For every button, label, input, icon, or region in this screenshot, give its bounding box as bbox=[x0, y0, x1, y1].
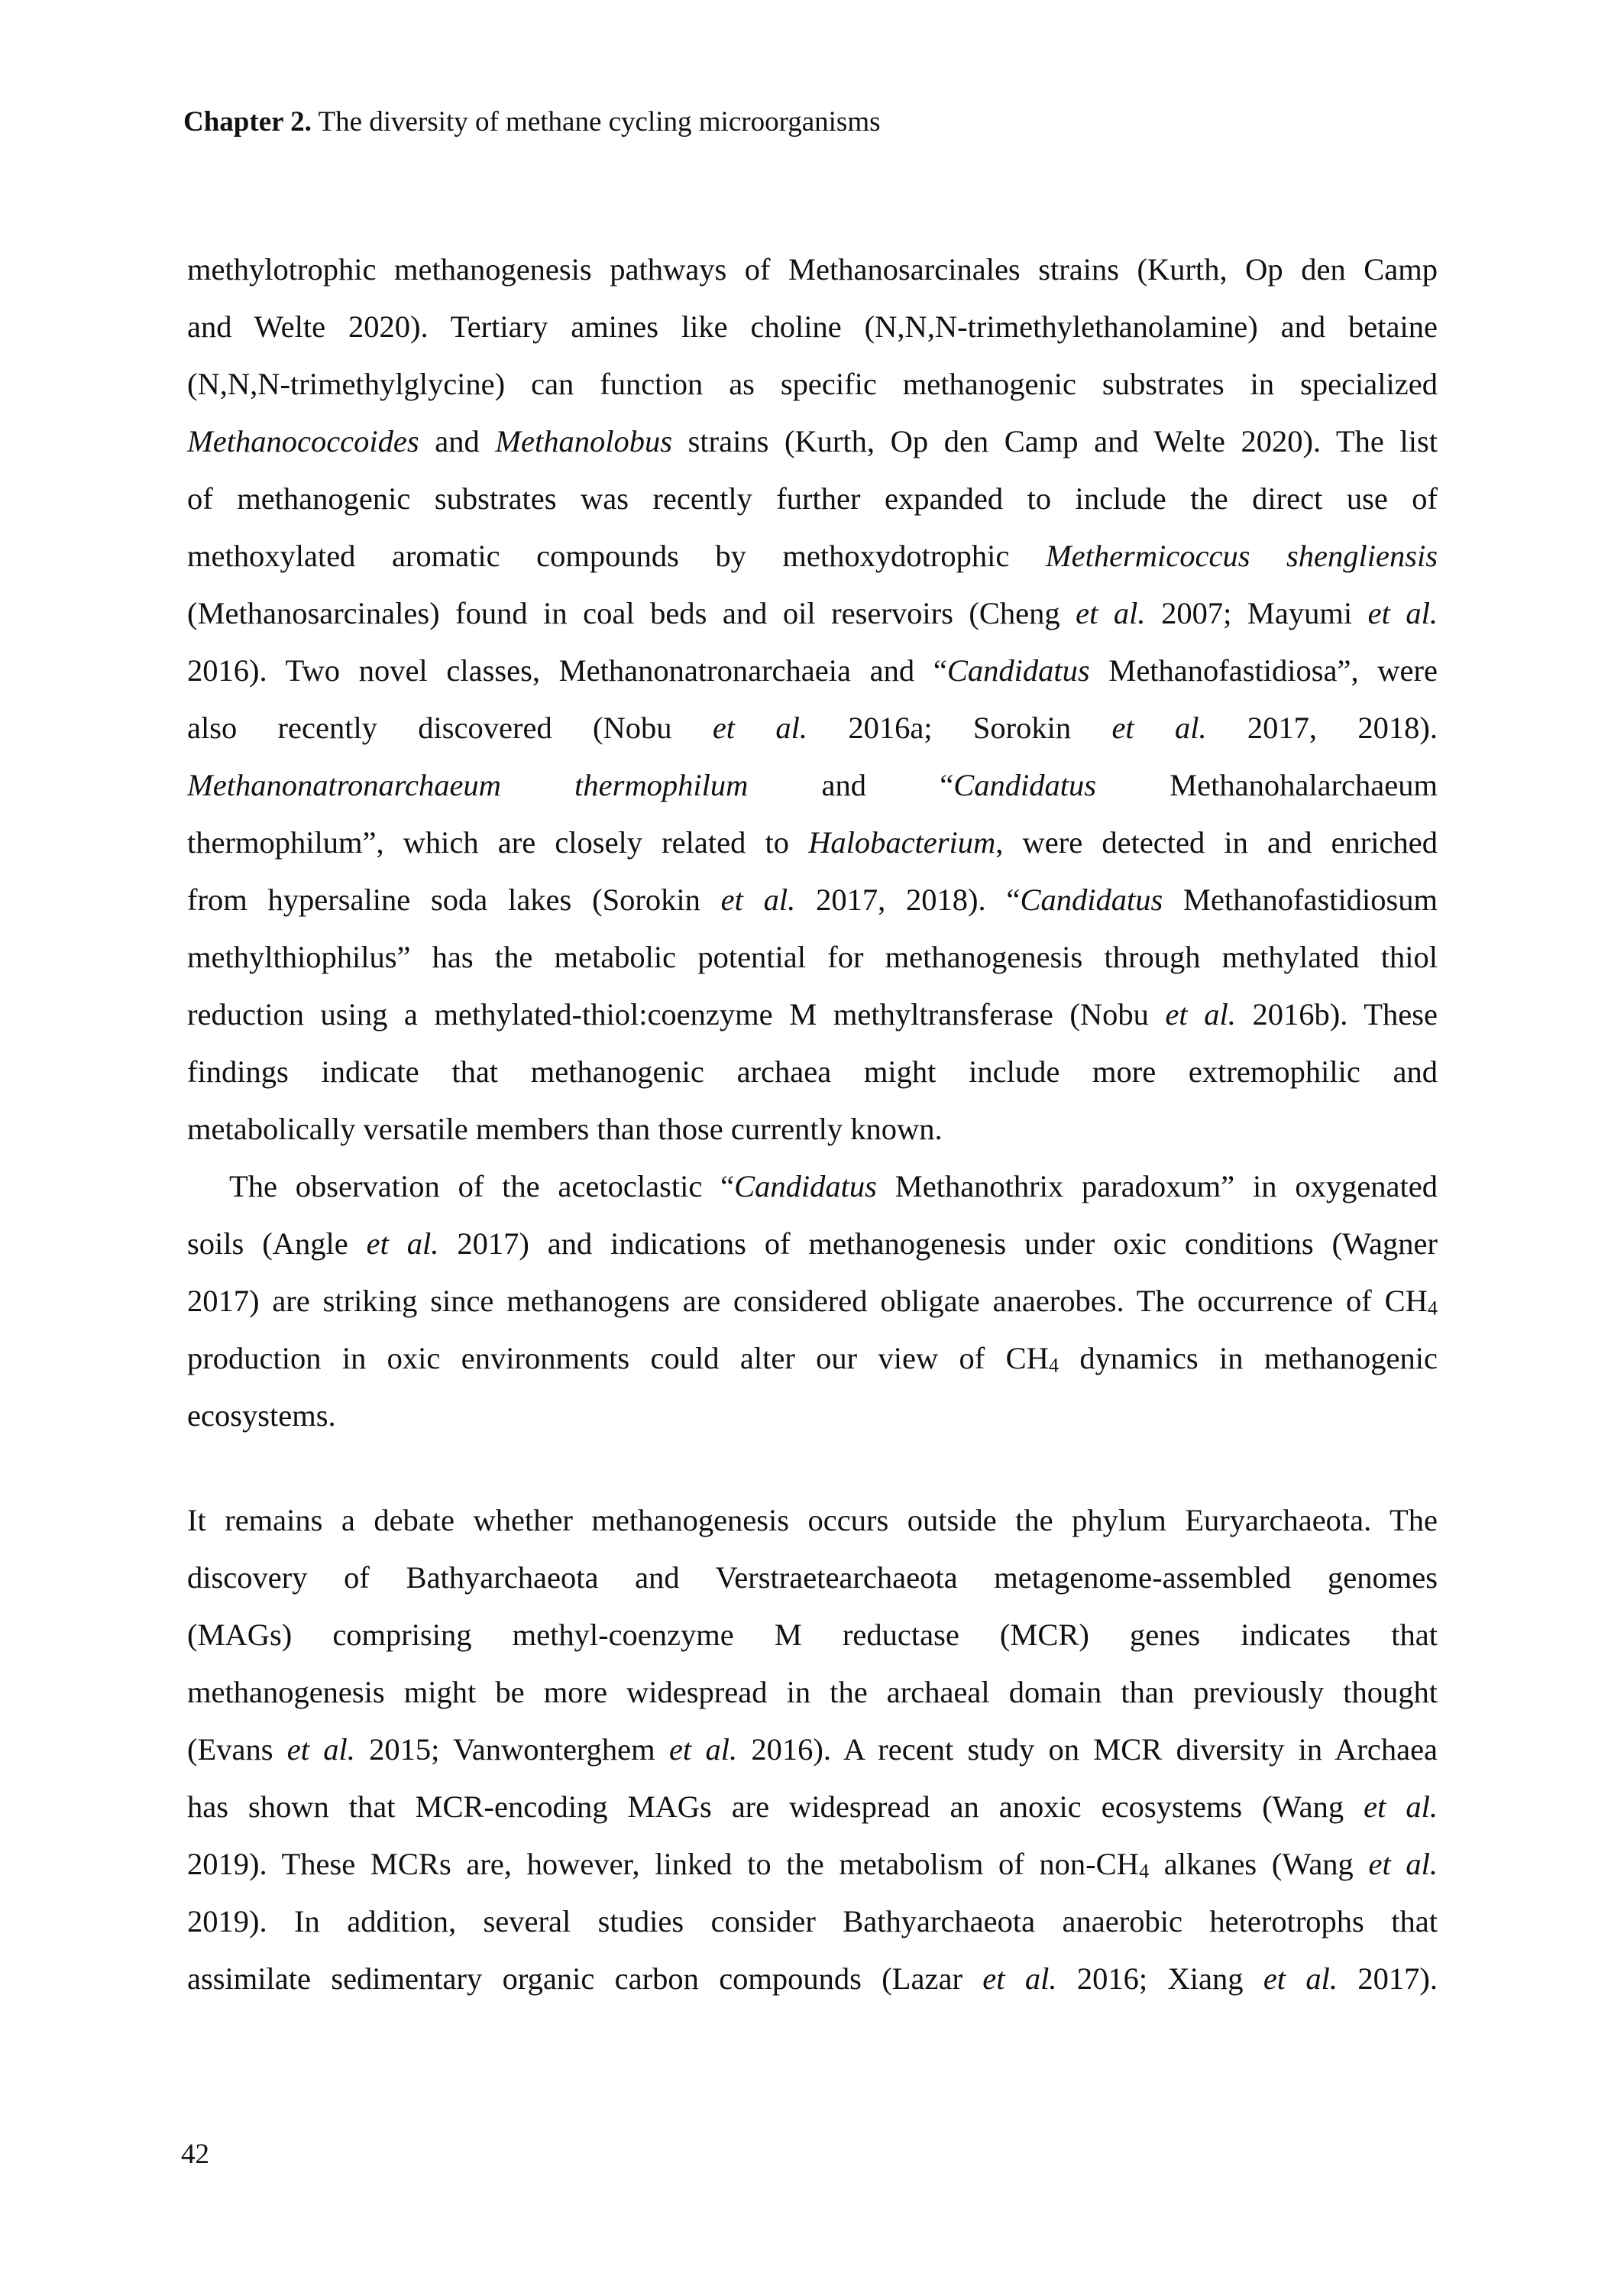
italic-text: et al. bbox=[720, 883, 796, 917]
text-line bbox=[187, 1620, 1438, 1677]
italic-text: et al. bbox=[712, 711, 807, 745]
subscript: 4 bbox=[1427, 1297, 1438, 1320]
text-run: , were detected in and enriched bbox=[995, 825, 1438, 860]
text-run: Methanothrix paradoxum” in oxygenated bbox=[876, 1169, 1438, 1203]
text-run: strains (Kurth, Op den Camp and Welte 2020). The list bbox=[672, 424, 1438, 458]
text-run: 2019). In addition, several studies consider Bathyarchaeota anaerobic heterotrophs that bbox=[187, 1904, 1438, 1938]
text-run: assimilate sedimentary organic carbon compounds (Lazar bbox=[187, 1961, 983, 1996]
text-run: Methanofastidiosa”, were bbox=[1089, 653, 1438, 688]
text-line bbox=[187, 827, 1438, 885]
text-line bbox=[187, 426, 1438, 484]
text-run: Methanohalarchaeum bbox=[1095, 768, 1438, 802]
text-run: (Evans bbox=[187, 1732, 287, 1767]
text-run: 2016; Xiang bbox=[1056, 1961, 1263, 1996]
italic-text: et al. bbox=[982, 1961, 1057, 1996]
text-line bbox=[187, 1114, 1438, 1171]
text-run: (N,N,N-trimethylglycine) can function as specific methanogenic substrates in specialized bbox=[187, 367, 1438, 401]
text-line bbox=[187, 1398, 1438, 1458]
chapter-title: The diversity of methane cycling microorganisms bbox=[318, 106, 881, 138]
text-run: (MAGs) comprising methyl-coenzyme M reductase (MCR) genes indicates that bbox=[187, 1618, 1438, 1652]
text-run: methoxylated aromatic compounds by methoxydotrophic bbox=[187, 539, 1046, 573]
text-run: 2017, 2018). bbox=[1206, 711, 1438, 745]
italic-text: Methanococcoides bbox=[187, 424, 419, 458]
text-line bbox=[187, 1560, 1438, 1620]
text-line bbox=[187, 770, 1438, 827]
text-line bbox=[187, 309, 1438, 369]
text-run: reduction using a methylated-thiol:coenzyme M methyltransferase (Nobu bbox=[187, 997, 1166, 1032]
italic-text: et al. bbox=[1364, 1789, 1438, 1824]
text-line bbox=[187, 598, 1438, 656]
text-run: It remains a debate whether methanogenesis occurs outside the phylum Euryarchaeota. The bbox=[187, 1503, 1438, 1537]
text-run: soils (Angle bbox=[187, 1226, 367, 1261]
text-run: 2017) are striking since methanogens are considered obligate anaerobes. The occurrence of CH bbox=[187, 1284, 1428, 1318]
text-line bbox=[187, 369, 1438, 426]
text-run: also recently discovered (Nobu bbox=[187, 711, 713, 745]
text-run: (Methanosarcinales) found in coal beds and oil reservoirs (Cheng bbox=[187, 596, 1076, 630]
paragraph bbox=[187, 254, 1438, 1171]
subscript: 4 bbox=[1138, 1860, 1150, 1883]
italic-text: et al. bbox=[1368, 1847, 1438, 1881]
text-line bbox=[187, 942, 1438, 999]
text-line bbox=[187, 1054, 1438, 1114]
text-run: of methanogenic substrates was recently further expanded to include the direct use of bbox=[187, 481, 1438, 516]
italic-text: et al. bbox=[1263, 1961, 1338, 1996]
text-run: has shown that MCR-encoding MAGs are widespread an anoxic ecosystems (Wang bbox=[187, 1789, 1364, 1824]
text-line bbox=[187, 541, 1438, 598]
text-line bbox=[187, 1789, 1438, 1849]
body-text bbox=[187, 254, 1438, 2021]
paragraph bbox=[187, 1171, 1438, 1458]
text-run: metabolically versatile members than those currently known. bbox=[187, 1112, 943, 1146]
running-header bbox=[183, 105, 881, 139]
text-run: thermophilum”, which are closely related to bbox=[187, 825, 809, 860]
italic-text: et al. bbox=[1367, 596, 1438, 630]
text-run: The observation of the acetoclastic “ bbox=[229, 1169, 735, 1203]
text-run: and “ bbox=[748, 768, 954, 802]
text-run: 2017, 2018). “ bbox=[795, 883, 1021, 917]
text-line bbox=[187, 1849, 1438, 1906]
text-run: 2016b). These bbox=[1235, 997, 1438, 1032]
text-line bbox=[187, 254, 1438, 312]
text-run: 2017) and indications of methanogenesis under oxic conditions (Wagner bbox=[438, 1226, 1438, 1261]
paragraph bbox=[187, 1505, 1438, 2021]
text-run: 2016). A recent study on MCR diversity in Archaea bbox=[737, 1732, 1438, 1767]
text-run: findings indicate that methanogenic archaea might include more extremophilic and bbox=[187, 1054, 1438, 1089]
text-line bbox=[187, 1171, 1438, 1229]
italic-text: Methanonatronarchaeum thermophilum bbox=[187, 768, 749, 802]
italic-text: Methanolobus bbox=[495, 424, 673, 458]
text-run: ecosystems. bbox=[187, 1398, 336, 1433]
text-run: discovery of Bathyarchaeota and Verstraetearchaeota metagenome-assembled genomes bbox=[187, 1560, 1438, 1595]
italic-text: Methermicoccus shengliensis bbox=[1045, 539, 1438, 573]
subscript: 4 bbox=[1048, 1354, 1059, 1377]
text-line bbox=[187, 999, 1438, 1057]
text-line bbox=[187, 1906, 1438, 1964]
italic-text: Candidatus bbox=[946, 653, 1090, 688]
text-line bbox=[187, 1734, 1438, 1792]
text-run: 2016). Two novel classes, Methanonatronarchaeia and “ bbox=[187, 653, 947, 688]
italic-text: Halobacterium bbox=[808, 825, 996, 860]
italic-text: et al. bbox=[668, 1732, 738, 1767]
text-run: from hypersaline soda lakes (Sorokin bbox=[187, 883, 721, 917]
italic-text: et al. bbox=[286, 1732, 355, 1767]
text-line bbox=[187, 885, 1438, 942]
text-line bbox=[187, 653, 1438, 713]
italic-text: et al. bbox=[1111, 711, 1207, 745]
italic-text: et al. bbox=[366, 1226, 439, 1261]
text-line bbox=[187, 1505, 1438, 1563]
text-line bbox=[187, 1226, 1438, 1286]
text-run: production in oxic environments could alter our view of CH bbox=[187, 1341, 1049, 1375]
text-run: 2019). These MCRs are, however, linked to the metabolism of non-CH bbox=[187, 1847, 1139, 1881]
text-line bbox=[187, 481, 1438, 541]
chapter-label: Chapter 2. bbox=[183, 106, 312, 138]
text-run: methanogenesis might be more widespread in the archaeal domain than previously thought bbox=[187, 1675, 1438, 1709]
text-run: 2016a; Sorokin bbox=[807, 711, 1112, 745]
italic-text: Candidatus bbox=[1020, 883, 1163, 917]
text-run: Methanofastidiosum bbox=[1163, 883, 1438, 917]
text-run: methylthiophilus” has the metabolic potential for methanogenesis through methylated thiol bbox=[187, 940, 1438, 974]
page-number: 42 bbox=[181, 2139, 209, 2170]
italic-text: Candidatus bbox=[734, 1169, 877, 1203]
text-line bbox=[187, 1961, 1438, 2021]
text-run: 2017). bbox=[1338, 1961, 1438, 1996]
text-run: and bbox=[419, 424, 496, 458]
text-run: and Welte 2020). Tertiary amines like choline (N,N,N-trimethylethanolamine) and betaine bbox=[187, 309, 1438, 344]
text-run: dynamics in methanogenic bbox=[1059, 1341, 1438, 1375]
text-line bbox=[187, 1343, 1438, 1401]
text-run: methylotrophic methanogenesis pathways of Methanosarcinales strains (Kurth, Op den Camp bbox=[187, 252, 1438, 287]
text-line bbox=[187, 1677, 1438, 1734]
text-run: alkanes (Wang bbox=[1149, 1847, 1369, 1881]
text-run: 2015; Vanwonterghem bbox=[354, 1732, 669, 1767]
italic-text: et al. bbox=[1165, 997, 1236, 1032]
text-line bbox=[187, 713, 1438, 770]
paragraph-gap bbox=[187, 1458, 1438, 1505]
italic-text: et al. bbox=[1076, 596, 1146, 630]
text-run: 2007; Mayumi bbox=[1145, 596, 1368, 630]
italic-text: Candidatus bbox=[953, 768, 1096, 802]
text-line bbox=[187, 1286, 1438, 1343]
